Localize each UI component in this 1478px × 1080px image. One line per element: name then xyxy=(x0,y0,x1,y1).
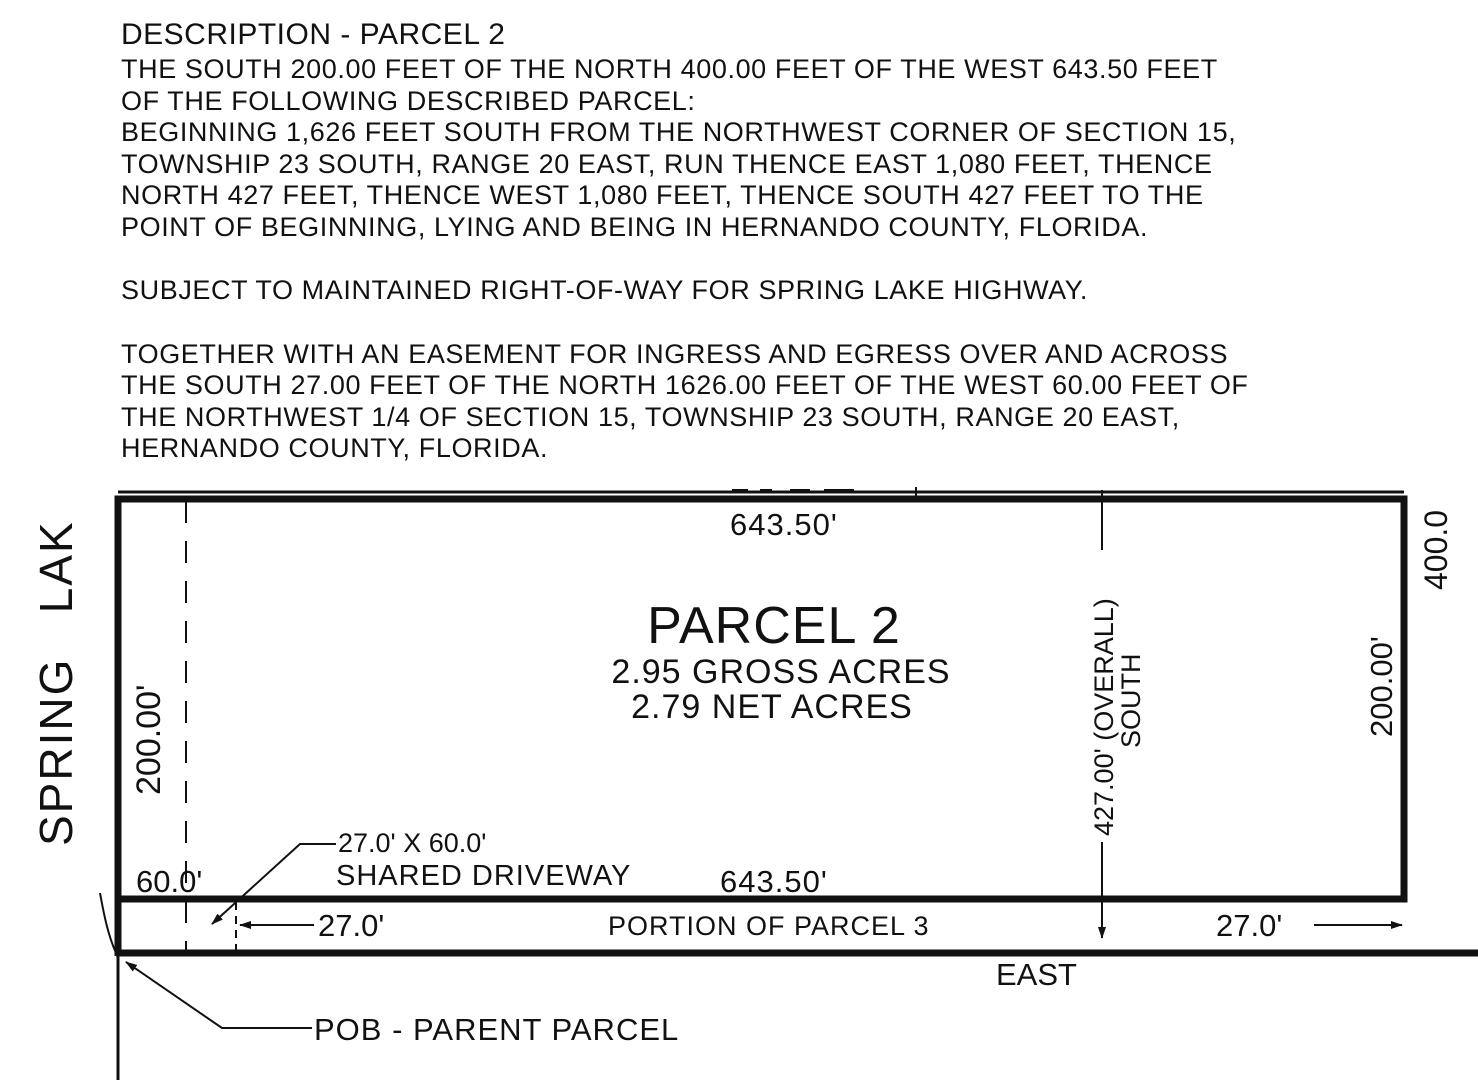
north-dimension: 643.50' xyxy=(730,507,838,542)
easement-line: THE SOUTH 27.00 FEET OF THE NORTH 1626.00 FEET OF THE WEST 60.00 FEET OF xyxy=(121,370,1249,400)
parcel-title: PARCEL 2 xyxy=(647,597,901,655)
west-dimension: 200.00' xyxy=(130,684,168,795)
legal-line: POINT OF BEGINNING, LYING AND BEING IN HERNANDO COUNTY, FLORIDA. xyxy=(121,211,1149,242)
legal-line: TOWNSHIP 23 SOUTH, RANGE 20 EAST, RUN THENCE EAST 1,080 FEET, THENCE xyxy=(121,148,1213,179)
legal-line: NORTH 427 FEET, THENCE WEST 1,080 FEET, THENCE SOUTH 427 FEET TO THE xyxy=(121,180,1204,210)
gross-acres: 2.95 GROSS ACRES xyxy=(611,653,951,691)
road-label: SPRING LAK xyxy=(30,520,82,846)
easement-line: THE NORTHWEST 1/4 OF SECTION 15, TOWNSHIP 23 SOUTH, RANGE 20 EAST, xyxy=(121,401,1180,432)
left-offset: 27.0' xyxy=(318,908,385,943)
driveway-size: 27.0' X 60.0' xyxy=(338,828,487,858)
pob-label: POB - PARENT PARCEL xyxy=(314,1012,680,1047)
legal-line: BEGINNING 1,626 FEET SOUTH FROM THE NORTHWEST CORNER OF SECTION 15, xyxy=(121,117,1237,147)
net-acres: 2.79 NET ACRES xyxy=(631,688,913,726)
legal-line: OF THE FOLLOWING DESCRIBED PARCEL: xyxy=(121,85,696,116)
driveway-label: SHARED DRIVEWAY xyxy=(336,860,632,892)
east-dimension: 200.00' xyxy=(1364,636,1399,737)
pob-leader xyxy=(126,962,312,1028)
overall-dimension: 427.00' (OVERALL) xyxy=(1089,598,1119,836)
south-dimension: 643.50' xyxy=(720,864,828,899)
far-right-dimension: 400.0 xyxy=(1418,509,1454,590)
east-label: EAST xyxy=(996,957,1077,992)
description-heading: DESCRIPTION - PARCEL 2 xyxy=(121,18,506,51)
easement-line: TOGETHER WITH AN EASEMENT FOR INGRESS AND EGRESS OVER AND ACROSS xyxy=(121,338,1229,369)
driveway-width: 60.0' xyxy=(136,864,203,899)
right-offset: 27.0' xyxy=(1216,908,1283,943)
legal-line: THE SOUTH 200.00 FEET OF THE NORTH 400.00 FEET OF THE WEST 643.50 FEET xyxy=(121,54,1218,84)
subject-line: SUBJECT TO MAINTAINED RIGHT-OF-WAY FOR SPRING LAKE HIGHWAY. xyxy=(121,275,1089,305)
overall-direction: SOUTH xyxy=(1116,653,1146,748)
easement-line: HERNANDO COUNTY, FLORIDA. xyxy=(121,433,549,463)
portion-label: PORTION OF PARCEL 3 xyxy=(608,911,930,941)
